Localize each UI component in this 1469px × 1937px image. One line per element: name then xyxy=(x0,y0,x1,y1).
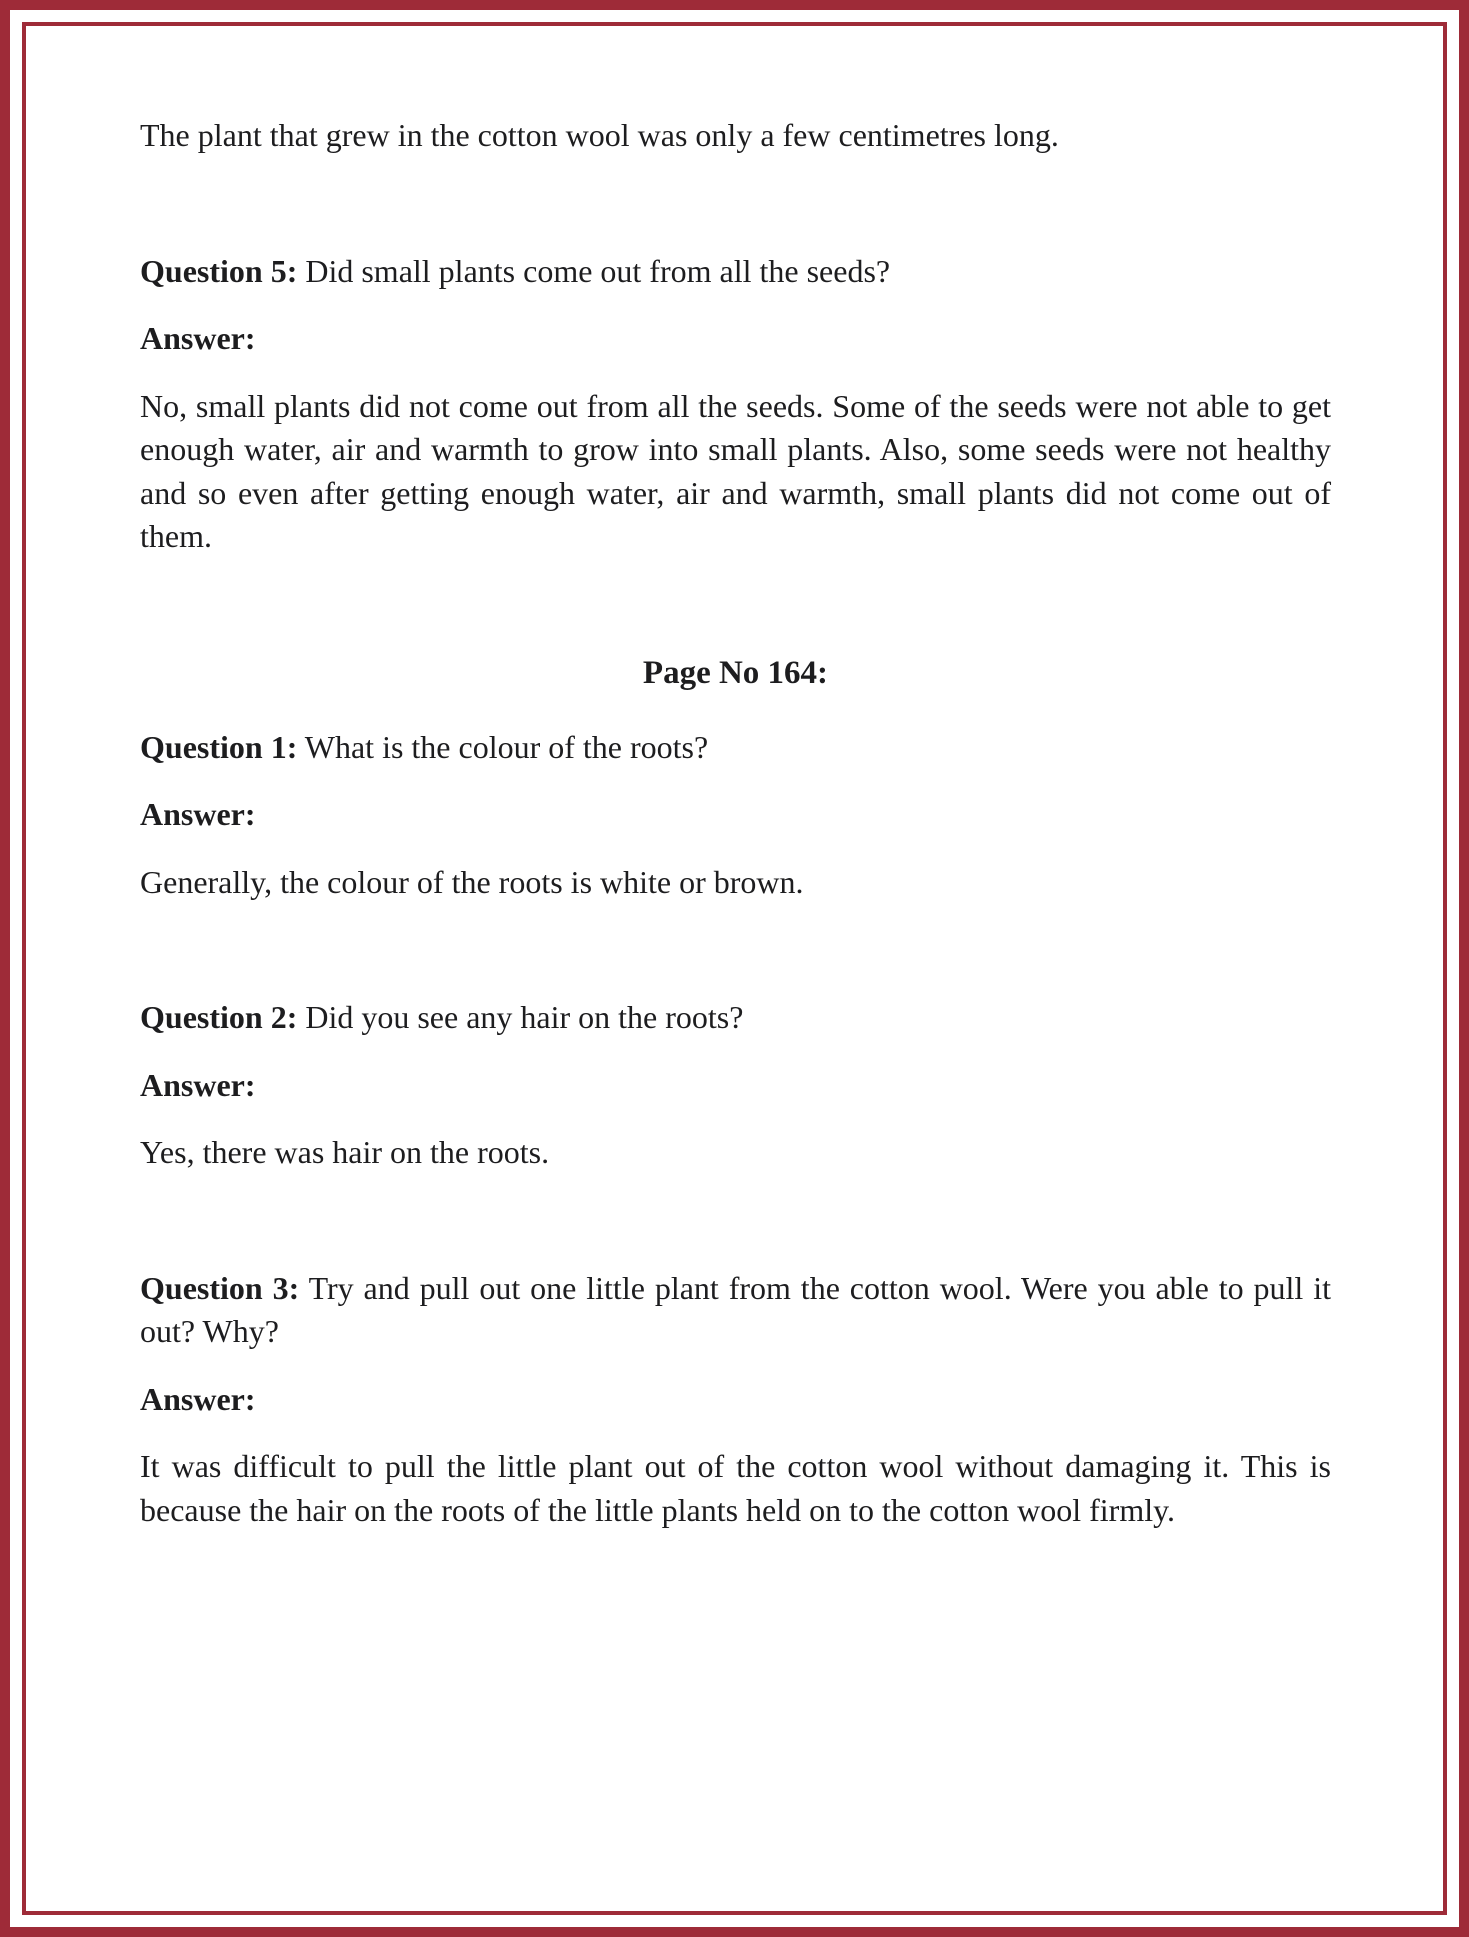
question-2 xyxy=(140,996,1331,1040)
question-5-text: Did small plants come out from all the seeds? xyxy=(297,252,891,289)
question-2-label: Question 2: xyxy=(140,999,298,1036)
question-5-label: Question 5: xyxy=(140,252,298,289)
question-1-text: What is the colour of the roots? xyxy=(297,728,709,765)
question-3 xyxy=(140,1267,1331,1354)
answer-q5: No, small plants did not come out from all the seeds. Some of the seeds were not able to get enough water, air and warmth to grow into small plants. Also, some seeds were not healthy and so even after getting enough water, air and warmth, small plants did not come out of them. xyxy=(140,387,1331,555)
answer-label-q5: Answer: xyxy=(140,320,256,357)
question-3-label: Question 3: xyxy=(140,1269,300,1306)
page-number-heading: Page No 164: xyxy=(642,654,829,691)
intro-paragraph: The plant that grew in the cotton wool was only a few centimetres long. xyxy=(140,117,1059,153)
question-3-text: Try and pull out one little plant from the cotton wool. Were you able to pull it out? Why? xyxy=(140,1269,1332,1350)
answer-q2: Yes, there was hair on the roots. xyxy=(140,1134,550,1171)
answer-label-q2: Answer: xyxy=(140,1066,256,1103)
question-5 xyxy=(140,250,1331,294)
answer-label-q1: Answer: xyxy=(140,796,256,833)
answer-q3: It was difficult to pull the little plant out of the cotton wool without damaging it. This is because the hair on the roots of the little plants held on to the cotton wool firmly. xyxy=(140,1448,1331,1528)
answer-q1: Generally, the colour of the roots is white or brown. xyxy=(140,863,804,900)
document-content xyxy=(26,26,1443,1911)
question-1-label: Question 1: xyxy=(140,728,298,765)
question-1 xyxy=(140,726,1331,770)
question-2-text: Did you see any hair on the roots? xyxy=(297,999,744,1036)
answer-label-q3: Answer: xyxy=(140,1380,256,1417)
